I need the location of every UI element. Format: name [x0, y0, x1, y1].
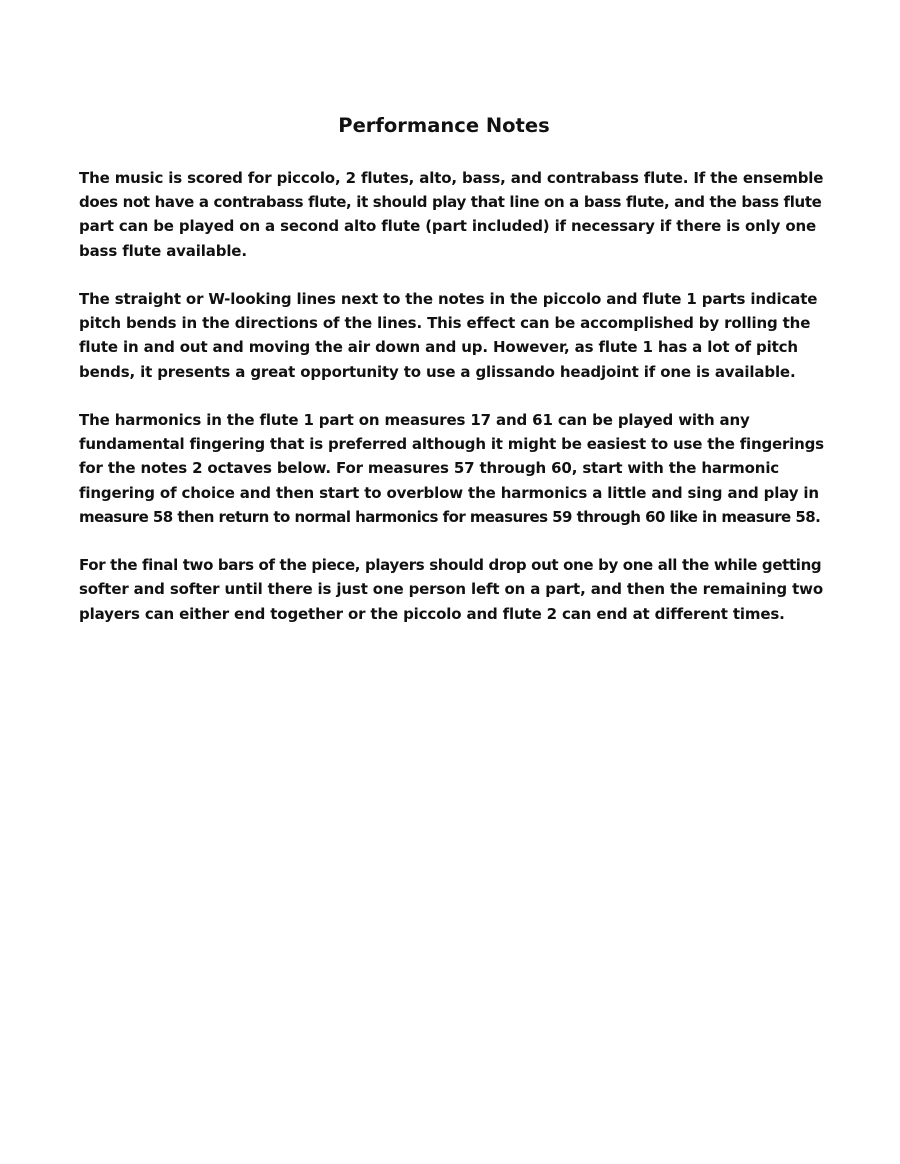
document-body [79, 166, 824, 650]
paragraph-pitch-bends [79, 287, 824, 384]
text-line: For the final two bars of the piece, players should drop out one by one all the while getting [79, 556, 822, 575]
paragraph-scoring [79, 166, 824, 263]
text-line: The harmonics in the flute 1 part on measures 17 and 61 can be played with any [79, 411, 750, 429]
text-line: flute in and out and moving the air down and up. However, as flute 1 has a lot of pitch [79, 338, 798, 357]
text-line: fingering of choice and then start to overblow the harmonics a little and sing and play in [79, 483, 819, 502]
paragraph-final-bars [79, 553, 824, 626]
text-line: part can be played on a second alto flute (part included) if necessary if there is only one [79, 217, 817, 236]
text-line: softer and softer until there is just one person left on a part, and then the remaining two [79, 580, 823, 599]
page-title: Performance Notes [338, 114, 550, 137]
text-line: fundamental fingering that is preferred although it might be easiest to use the fingerings [79, 435, 824, 454]
paragraph-harmonics [79, 408, 824, 529]
text-line: for the notes 2 octaves below. For measures 57 through 60, start with the harmonic [79, 459, 780, 478]
text-line: The music is scored for piccolo, 2 flutes, alto, bass, and contrabass flute. If the ensemble [79, 169, 824, 187]
text-line: pitch bends in the directions of the lines. This effect can be accomplished by rolling the [79, 314, 811, 333]
text-line: bass flute available. [79, 241, 247, 260]
text-line: players can either end together or the piccolo and flute 2 can end at different times. [79, 604, 785, 623]
text-line: measure 58 then return to normal harmonics for measures 59 through 60 like in measure 58. [79, 507, 821, 526]
text-line: The straight or W-looking lines next to the notes in the piccolo and flute 1 parts indicate [79, 290, 818, 308]
text-line: bends, it presents a great opportunity to use a glissando headjoint if one is available. [79, 362, 796, 381]
text-line: does not have a contrabass flute, it should play that line on a bass flute, and the bass flute [79, 193, 822, 212]
